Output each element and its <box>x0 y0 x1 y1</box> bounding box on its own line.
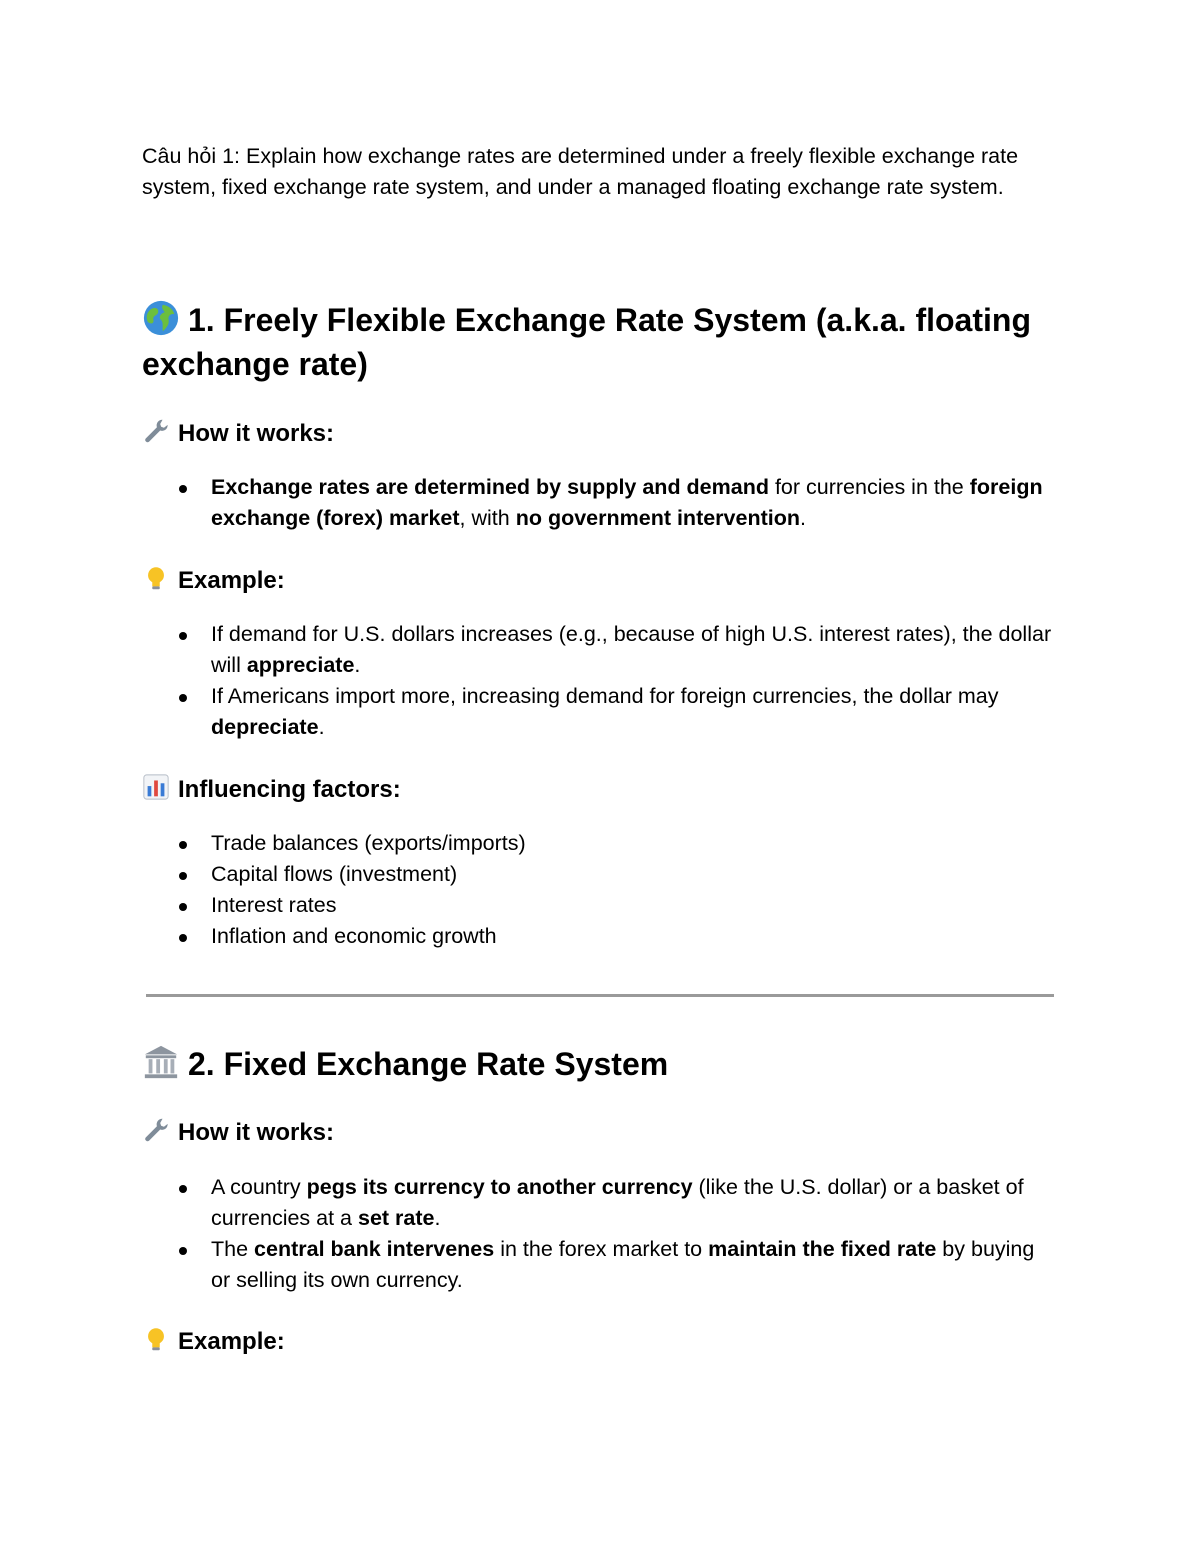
section2-how-list <box>142 1172 1052 1296</box>
wrench-icon <box>142 417 170 445</box>
section1-example-heading: Example: <box>142 564 285 596</box>
list-item: Trade balances (exports/imports) <box>142 828 1052 859</box>
list-item: If Americans import more, increasing demand for foreign currencies, the dollar may depreciate. <box>142 681 1052 743</box>
list-item: Exchange rates are determined by supply and demand for currencies in the foreign exchange (forex) market, with no government intervention. <box>142 472 1052 534</box>
lightbulb-icon <box>142 1325 170 1353</box>
section1-factors-list <box>142 828 1052 952</box>
horizontal-divider <box>146 994 1054 997</box>
list-item: Capital flows (investment) <box>142 859 1052 890</box>
globe-icon <box>142 299 180 337</box>
section2-title: 2. Fixed Exchange Rate System <box>188 1046 669 1082</box>
list-item: The central bank intervenes in the forex market to maintain the fixed rate by buying or selling its own currency. <box>142 1234 1052 1296</box>
section2-how-heading: How it works: <box>142 1116 334 1148</box>
section2-example-heading: Example: <box>142 1325 285 1357</box>
section1-example-list <box>142 619 1052 743</box>
section1-title: 1. Freely Flexible Exchange Rate System (a.k.a. floating exchange rate) <box>142 302 1031 382</box>
list-item: Inflation and economic growth <box>142 921 1052 952</box>
section1-how-list <box>142 472 1052 534</box>
section1-heading <box>142 298 1062 386</box>
list-item: Interest rates <box>142 890 1052 921</box>
list-item: If demand for U.S. dollars increases (e.g., because of high U.S. interest rates), the dollar will appreciate. <box>142 619 1052 681</box>
wrench-icon <box>142 1116 170 1144</box>
question-text: Câu hỏi 1: Explain how exchange rates are determined under a freely flexible exchange rate system, fixed exchange rate system, and under a managed floating exchange rate system. <box>142 144 1019 199</box>
lightbulb-icon <box>142 564 170 592</box>
list-item: A country pegs its currency to another currency (like the U.S. dollar) or a basket of currencies at a set rate. <box>142 1172 1052 1234</box>
section1-how-heading: How it works: <box>142 417 334 449</box>
section2-heading <box>142 1042 668 1086</box>
bar-chart-icon <box>142 773 170 801</box>
section1-factors-heading: Influencing factors: <box>142 773 401 805</box>
bank-icon <box>142 1043 180 1081</box>
